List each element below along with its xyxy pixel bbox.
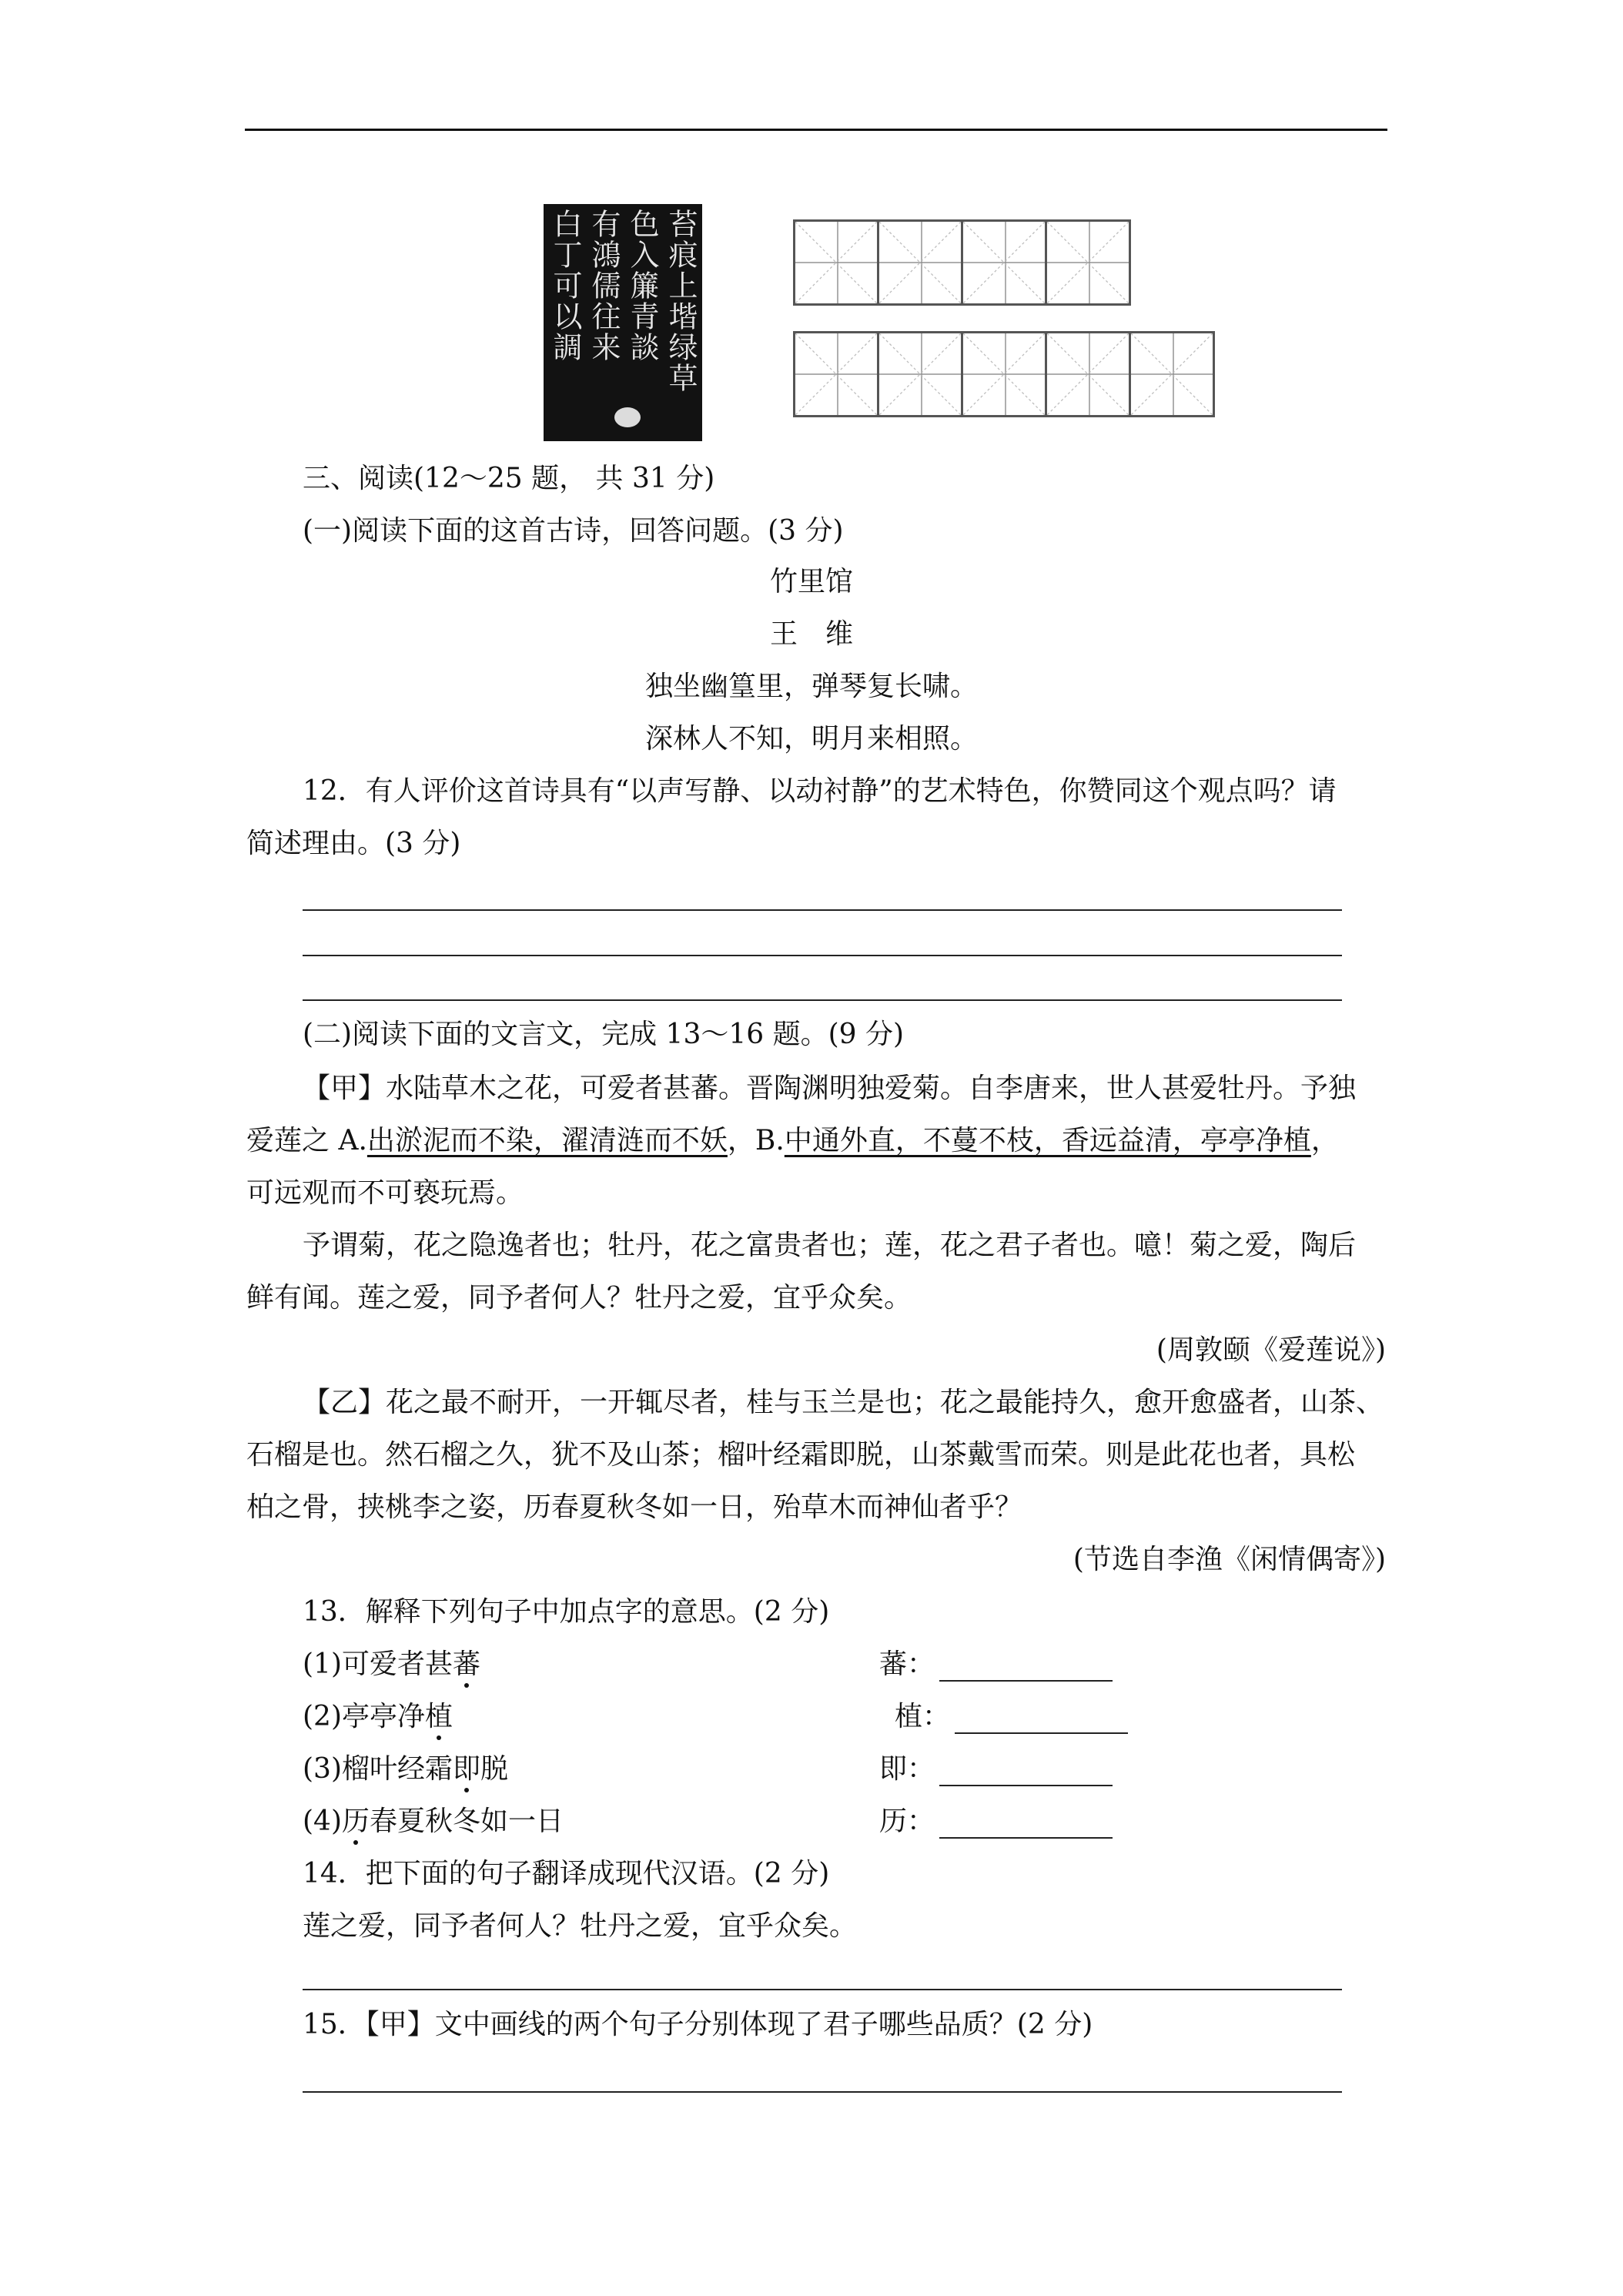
q13-stem: 13．解释下列句子中加点字的意思。(2 分) <box>303 1596 830 1628</box>
grid-cell[interactable] <box>793 219 879 306</box>
writing-grid-row-2[interactable] <box>793 331 1213 417</box>
underlined-sentence-b: 中通外直，不蔓不枝，香远益清，亭亭净植 <box>784 1125 1311 1156</box>
grid-cell[interactable] <box>1129 331 1215 417</box>
rubbing-column-3: 有鴻儒往来 <box>587 209 621 363</box>
punctuation: ， <box>1310 1125 1339 1156</box>
label-a: 爱莲之 A. <box>246 1125 367 1156</box>
q13-item-2-text: (2)亭亭净 <box>303 1701 425 1732</box>
header-rule <box>245 129 1387 131</box>
jia-paragraph-2-line-2: 鲜有闻。莲之爱，同予者何人？牡丹之爱，宜乎众矣。 <box>246 1282 912 1314</box>
jia-source: (周敦颐《爱莲说》) <box>1156 1334 1386 1366</box>
q15-answer-line[interactable] <box>303 2091 1342 2093</box>
q13-answer-4-blank[interactable] <box>939 1814 1113 1839</box>
q13-item-1 <box>303 1648 480 1682</box>
q12-answer-line-1[interactable] <box>303 909 1342 911</box>
q12-answer-line-2[interactable] <box>303 955 1342 956</box>
underlined-sentence-a: 出淤泥而不染，濯清涟而不妖 <box>366 1125 728 1156</box>
grid-cell[interactable] <box>961 219 1047 306</box>
q13-item-2 <box>303 1700 453 1734</box>
yi-line-2: 石榴是也。然石榴之久，犹不及山茶；榴叶经霜即脱，山茶戴雪而荣。则是此花也者，具松 <box>246 1439 1356 1471</box>
q13-answer-3-blank[interactable] <box>939 1762 1113 1786</box>
q13-item-3-text-post: 脱 <box>480 1753 509 1785</box>
q13-item-3-text: (3)榴叶经霜 <box>303 1753 453 1785</box>
q13-answer-1-key: 蕃： <box>879 1648 935 1680</box>
poem-author: 王 维 <box>769 618 853 650</box>
q13-item-1-dotted-char: 蕃 <box>453 1648 481 1680</box>
poem-title: 竹里馆 <box>769 566 853 597</box>
q13-answer-2[interactable] <box>895 1700 1128 1734</box>
q13-answer-4-key: 历： <box>879 1806 935 1837</box>
grid-cell[interactable] <box>877 331 963 417</box>
q13-item-2-dotted-char: 植 <box>425 1701 453 1732</box>
section-heading: 三、阅读(12～25 题， 共 31 分) <box>303 463 715 494</box>
grid-cell[interactable] <box>1045 219 1131 306</box>
grid-cell[interactable] <box>961 331 1047 417</box>
grid-cell[interactable] <box>877 219 963 306</box>
q13-item-3 <box>303 1752 508 1786</box>
q13-item-4-text: (4) <box>303 1806 342 1837</box>
q12-answer-line-3[interactable] <box>303 999 1342 1001</box>
poem-line-1: 独坐幽篁里，弹琴复长啸。 <box>644 671 978 702</box>
q13-answer-2-blank[interactable] <box>955 1709 1128 1734</box>
q13-answer-3[interactable] <box>879 1752 1113 1786</box>
jia-paragraph-1-line-3: 可远观而不可亵玩焉。 <box>246 1177 524 1209</box>
jia-paragraph-2-line-1: 予谓菊，花之隐逸者也；牡丹，花之富贵者也；莲，花之君子者也。噫！菊之爱，陶后 <box>303 1230 1357 1261</box>
q12-text-line-1: 12．有人评价这首诗具有“以声写静、以动衬静”的艺术特色，你赞同这个观点吗？请 <box>303 775 1337 807</box>
q15-stem: 15．【甲】文中画线的两个句子分别体现了君子哪些品质？(2 分) <box>303 2009 1093 2040</box>
yi-source: (节选自李渔《闲情偶寄》) <box>1073 1544 1386 1575</box>
jia-paragraph-1-line-1: 【甲】水陆草木之花，可爱者甚蕃。晋陶渊明独爱菊。自李唐来，世人甚爱牡丹。予独 <box>303 1073 1357 1104</box>
q13-item-1-text: (1)可爱者甚 <box>303 1648 453 1680</box>
q12-text-line-2: 简述理由。(3 分) <box>246 828 461 859</box>
part2-intro: (二)阅读下面的文言文，完成 13～16 题。(9 分) <box>303 1019 905 1050</box>
q13-answer-1[interactable] <box>879 1648 1113 1682</box>
q13-answer-2-key: 植： <box>895 1701 951 1732</box>
q13-item-4-text-post: 春夏秋冬如一日 <box>370 1806 564 1837</box>
rubbing-column-2: 色入簾青談 <box>625 209 659 363</box>
q13-answer-1-blank[interactable] <box>939 1657 1113 1682</box>
writing-grid-row-1[interactable] <box>793 219 1129 306</box>
rubbing-seal-blot <box>614 407 641 427</box>
grid-cell[interactable] <box>793 331 879 417</box>
q14-sentence: 莲之爱，同予者何人？牡丹之爱，宜乎众矣。 <box>303 1910 858 1942</box>
grid-cell[interactable] <box>1045 331 1131 417</box>
rubbing-column-4: 白丁可以調 <box>548 209 582 363</box>
q13-item-3-dotted-char: 即 <box>453 1753 481 1785</box>
q13-answer-4[interactable] <box>879 1805 1113 1839</box>
q14-stem: 14．把下面的句子翻译成现代汉语。(2 分) <box>303 1858 830 1889</box>
q14-answer-line[interactable] <box>303 1989 1342 1990</box>
rubbing-column-1: 苔痕上堦绿草 <box>664 209 698 393</box>
q13-item-4-dotted-char: 历 <box>342 1806 370 1837</box>
part1-intro: (一)阅读下面的这首古诗，回答问题。(3 分) <box>303 515 844 547</box>
jia-paragraph-1-line-2 <box>246 1124 1339 1158</box>
q13-item-4 <box>303 1805 564 1839</box>
q13-answer-3-key: 即： <box>879 1753 935 1785</box>
poem-line-2: 深林人不知，明月来相照。 <box>644 723 978 755</box>
yi-line-1: 【乙】花之最不耐开，一开辄尽者，桂与玉兰是也；花之最能持久，愈开愈盛者，山茶、 <box>303 1387 1384 1418</box>
label-b: ，B. <box>727 1125 785 1156</box>
calligraphy-rubbing-image <box>544 204 702 441</box>
yi-line-3: 柏之骨，挟桃李之姿，历春夏秋冬如一日，殆草木而神仙者乎？ <box>246 1491 1023 1523</box>
